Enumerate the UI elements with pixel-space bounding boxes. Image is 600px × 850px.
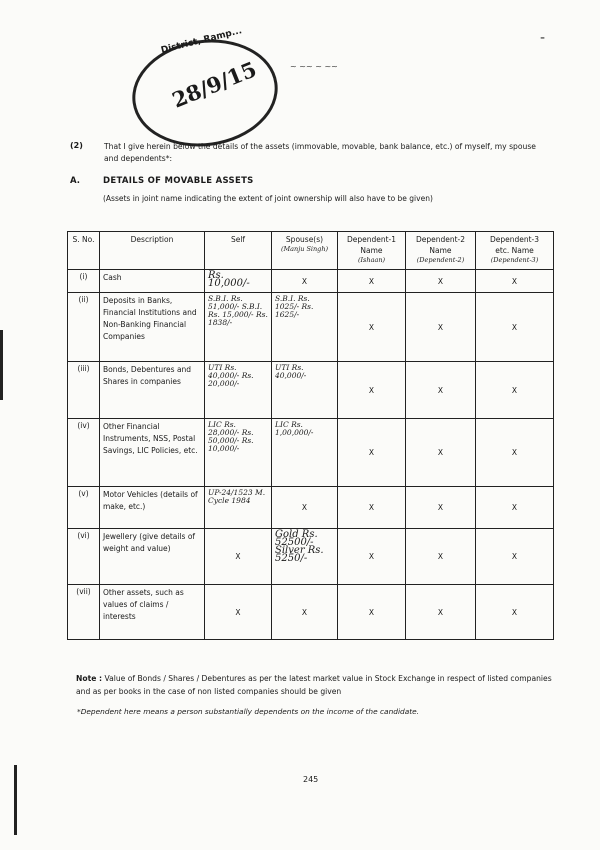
header-dependent-2 [406,232,476,270]
paragraph-number: (2) [70,141,83,150]
scan-edge-mark [0,330,3,400]
dep3-cross-mark: X [476,419,554,487]
header-dep1-handwritten: (Ishaan) [357,256,386,264]
header-dependent-1 [338,232,406,270]
dep1-cross-mark: X [338,362,406,419]
dep1-cross-mark: X [338,419,406,487]
row-description: Other assets, such as values of claims / interests [100,585,205,640]
row-number: (vi) [68,529,100,585]
header-dep3-handwritten: (Dependent-3) [490,256,539,264]
dep1-cross-mark: X [338,270,406,293]
dep2-cross-mark: X [406,487,476,529]
spouse-cross-mark: X [272,270,338,293]
self-cross-mark: X [205,529,272,585]
table-header-row [68,232,554,270]
header-spouse-handwritten: (Manju Singh) [280,245,329,253]
table-row [68,529,554,585]
header-spouse-label: Spouse(s) [285,235,324,244]
dep3-cross-mark: X [476,362,554,419]
table-row [68,293,554,362]
dep3-cross-mark: X [476,270,554,293]
row-description: Motor Vehicles (details of make, etc.) [100,487,205,529]
row-number: (vii) [68,585,100,640]
valuation-note [76,672,556,698]
row-description: Jewellery (give details of weight and value) [100,529,205,585]
row-description: Deposits in Banks, Financial Institutions and Non-Banking Financial Companies [100,293,205,362]
dep2-cross-mark: X [406,270,476,293]
self-value: Rs. 10,000/- [205,270,272,293]
spouse-value: S.B.I. Rs. 1025/- Rs. 1625/- [272,293,338,362]
header-dep2-label: Dependent-2 [415,235,466,244]
section-subtitle: (Assets in joint name indicating the extent of joint ownership will also have to be given) [103,194,433,203]
page-number: 245 [303,775,319,784]
paragraph-text: That I give herein below the details of the assets (immovable, movable, bank balance, etc.) of myself, my spouse and dependents*: [104,142,536,163]
header-spouse [272,232,338,270]
row-description: Cash [100,270,205,293]
header-dep2-handwritten: (Dependent-2) [416,256,465,264]
note-label: Note : [76,674,103,683]
spouse-cross-mark: X [272,585,338,640]
self-value: UP-24/1523 M. Cycle 1984 [205,487,272,529]
seal-handwritten-date: 28/9/15 [168,56,260,113]
self-cross-mark: X [205,585,272,640]
dep1-cross-mark: X [338,529,406,585]
row-number: (v) [68,487,100,529]
header-dep1-label: Dependent-1 [346,235,397,244]
dep2-cross-mark: X [406,529,476,585]
movable-assets-table [67,231,554,640]
dep3-cross-mark: X [476,487,554,529]
dependent-definition-note: *Dependent here means a person substantially dependents on the income of the candidate. [77,707,420,716]
spouse-value: UTI Rs. 40,000/- [272,362,338,419]
header-sno: S. No. [68,232,100,270]
header-dep1-sub: Name [360,246,383,255]
spouse-cross-mark: X [272,487,338,529]
header-dependent-3 [476,232,554,270]
table-row [68,362,554,419]
header-dep3-label: Dependent-3 [489,235,540,244]
dep3-cross-mark: X [476,293,554,362]
dep2-cross-mark: X [406,293,476,362]
dep3-cross-mark: X [476,529,554,585]
note-text: Value of Bonds / Shares / Debentures as per the latest market value in Stock Exchange in respect of listed companies and as per books in the case of non listed companies should be given [76,674,552,696]
header-dep2-sub: Name [429,246,452,255]
header-scribble: ~ ~~ ~ ~~ [290,62,338,71]
row-number: (i) [68,270,100,293]
header-dep3-sub: etc. Name [495,246,534,255]
row-description: Other Financial Instruments, NSS, Postal Savings, LIC Policies, etc. [100,419,205,487]
self-value: LIC Rs. 28,000/- Rs. 50,000/- Rs. 10,000/- [205,419,272,487]
header-description: Description [100,232,205,270]
dep2-cross-mark: X [406,362,476,419]
scan-edge-mark [14,765,17,835]
dep2-cross-mark: X [406,585,476,640]
table-row [68,419,554,487]
dep1-cross-mark: X [338,487,406,529]
dep2-cross-mark: X [406,419,476,487]
seal-text: District, Ramp... [160,26,243,56]
row-number: (iv) [68,419,100,487]
self-value: UTI Rs. 40,000/- Rs. 20,000/- [205,362,272,419]
dep1-cross-mark: X [338,585,406,640]
header-self: Self [205,232,272,270]
row-number: (ii) [68,293,100,362]
dep3-cross-mark: X [476,585,554,640]
spouse-value: LIC Rs. 1,00,000/- [272,419,338,487]
self-value: S.B.I. Rs. 51,000/- S.B.I. Rs. 15,000/- Rs. 1838/- [205,293,272,362]
spouse-value: Gold Rs. 52500/- Silver Rs. 5250/- [272,529,338,585]
section-letter: A. [70,176,80,186]
row-number: (iii) [68,362,100,419]
table-row [68,270,554,293]
row-description: Bonds, Debentures and Shares in companies [100,362,205,419]
section-title: DETAILS OF MOVABLE ASSETS [103,176,254,186]
table-row [68,487,554,529]
corner-scribble: - [540,30,546,46]
table-row [68,585,554,640]
dep1-cross-mark: X [338,293,406,362]
